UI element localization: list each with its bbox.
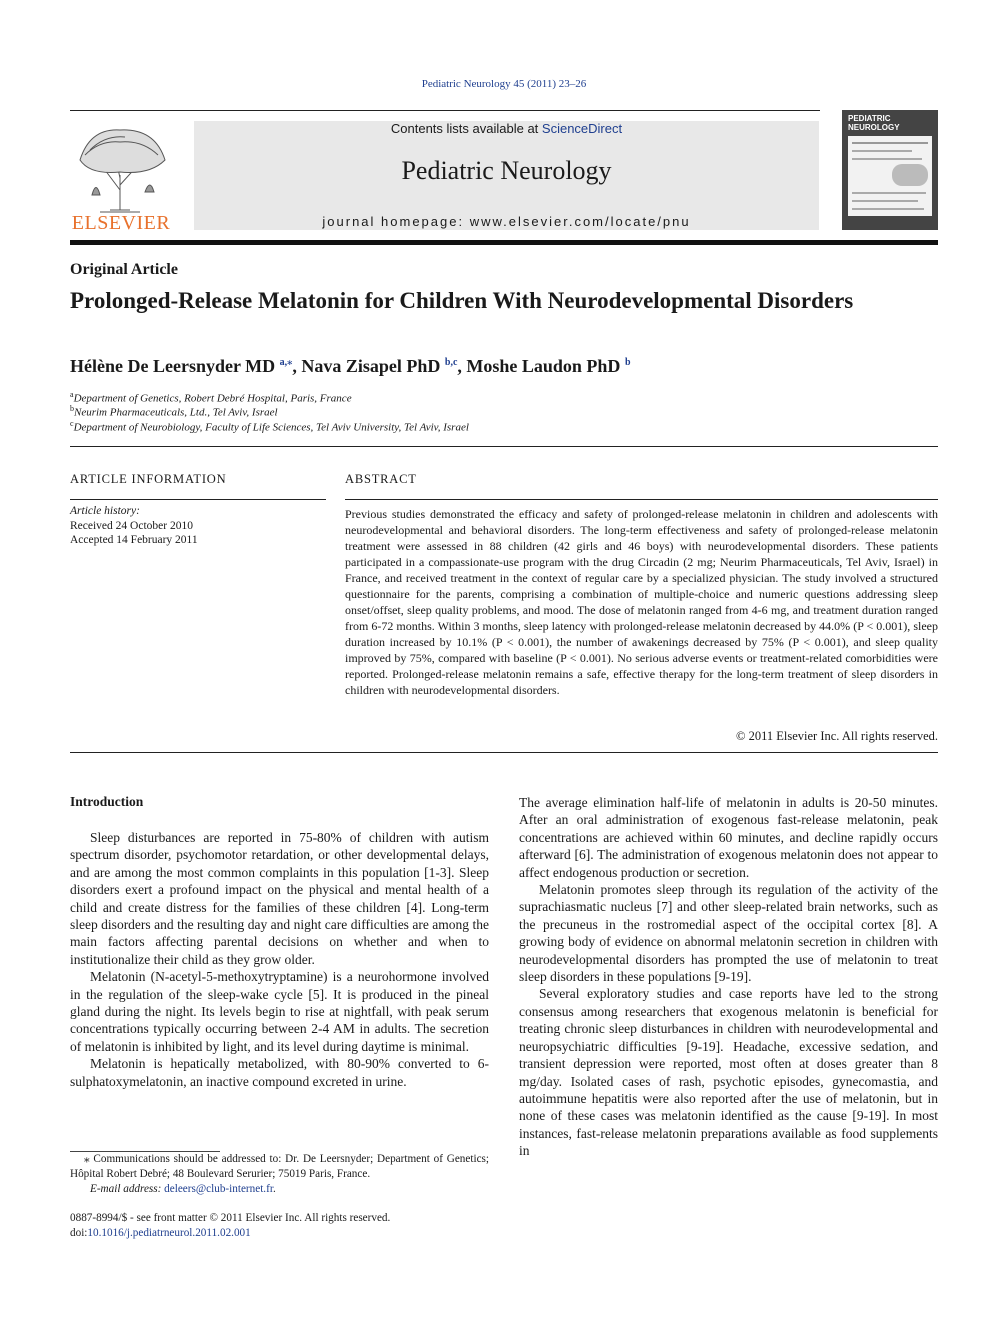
cover-contents-area	[848, 136, 932, 216]
author-list	[70, 356, 631, 377]
brain-image-icon	[892, 164, 928, 186]
cover-title-line-1: PEDIATRIC	[848, 114, 891, 123]
author-affiliation-marker[interactable]: b,c	[444, 357, 458, 368]
body-paragraph: Several exploratory studies and case reports have led to the strong consensus among researchers that exogenous melatonin is beneficial for treating chronic sleep disturbances in children with neurodevelopmental and neuropsychiatric difficulties [9-19]. Headache, excessive sedation, and transient depression were reported, most often at doses greater than 8 mg/day. Isolated cases of rash, psychotic episodes, gynecomastia, and autoimmune hepatitis were also reported after the use of melatonin, but in none of these cases was melatonin identified as the cause [9-19]. In most instances, fast-release melatonin preparations available as food supplements in	[519, 986, 938, 1159]
sciencedirect-link[interactable]: ScienceDirect	[541, 121, 623, 136]
body-paragraph: Sleep disturbances are reported in 75-80% of children with autism spectrum disorder, psychomotor retardation, or other developmental delays, and are among the most common complaints in this population [1-3]. Sleep disorders exert a profound impact on the physical and mental health of a child and create distress for the families of these children [4]. Long-term sleep disorders and the resulting day and night care difficulties are among the main factors affecting parental decisions on whether and when to institutionalize their child as they grow older.	[70, 830, 489, 967]
body-paragraph: Melatonin promotes sleep through its regulation of the activity of the suprachiasmatic nucleus [7] and other sleep-related brain networks, such as the precuneus in the rostromedial aspect of the occipital cortex [8]. A growing body of evidence on abnormal melatonin secretion in children with neurodevelopmental disorders has prompted the use of melatonin to treat sleep disorders in these populations [9-19].	[519, 882, 938, 985]
affiliation-text: Department of Neurobiology, Faculty of Life Sciences, Tel Aviv University, Tel Aviv, Israel	[73, 421, 469, 434]
author-name: Hélène De Leersnyder MD	[70, 356, 276, 376]
contents-prefix: Contents lists available at	[390, 121, 542, 136]
abstract-end-rule	[70, 752, 938, 753]
journal-citation[interactable]: Pediatric Neurology 45 (2011) 23–26	[421, 78, 587, 90]
author-separator: ,	[292, 356, 302, 376]
footnote-email-line	[70, 1182, 489, 1197]
article-title: Prolonged-Release Melatonin for Children With Neurodevelopmental Disorders	[70, 288, 854, 313]
doi-prefix: doi:	[70, 1227, 88, 1239]
copyright-notice: © 2011 Elsevier Inc. All rights reserved.	[735, 729, 938, 743]
article-type: Original Article	[70, 261, 178, 278]
abstract-text: Previous studies demonstrated the efficacy and safety of prolonged-release melatonin in children and adolescents with neurodevelopmental and behavioral disorders. The long-term effectiveness and safety of prolonged-release melatonin treatment were assessed in 88 children (42 girls and 46 boys) with neurodevelopmental disorders. These patients participated in a compassionate-use program with the drug Circadin (2 mg; Neurim Pharmaceuticals, Tel Aviv, Israel) in France, and received treatment in the context of regular care by a specialized physician. The study involved a structured questionnaire for the parents, comprising a combination of multiple-choice and numeric questions addressing sleep onset/offset, sleep quality problems, and mood. The dose of melatonin ranged from 4-6 mg, and treatment duration ranged from 6-72 months. Within 3 months, sleep latency with prolonged-release melatonin decreased by 44.0% (P < 0.001), sleep duration increased by 10.1% (P < 0.001), the number of awakenings decreased by 75% (P < 0.001), and sleep quality improved by 75%, compared with baseline (P < 0.001). No serious adverse events or treatment-related comorbidities were reported. Prolonged-release melatonin remains a safe, effective therapy for the long-term treatment of sleep disorders in children with neurodevelopmental disorders.	[345, 507, 938, 697]
cover-title-line-2: NEUROLOGY	[848, 123, 900, 132]
affiliation-mark: a	[70, 390, 74, 399]
affiliation-a	[70, 390, 352, 405]
author-affiliation-marker[interactable]: a,⁎	[279, 357, 293, 368]
journal-homepage[interactable]: journal homepage: www.elsevier.com/locate/pnu	[322, 214, 691, 229]
footnote-text: ⁎ Communications should be addressed to: Dr. De Leersnyder; Department of Genetics; Hôpital Robert Debré; 48 Boulevard Serurier; 75019 Paris, France.	[70, 1153, 489, 1180]
body-column-left	[70, 829, 489, 1090]
article-history-label: Article history:	[70, 505, 140, 517]
body-paragraph: Melatonin is hepatically metabolized, with 80-90% converted to 6-sulphatoxymelatonin, an inactive compound excreted in urine.	[70, 1056, 489, 1089]
header-thick-rule	[70, 240, 938, 245]
body-paragraph: The average elimination half-life of melatonin in adults is 20-50 minutes. After an oral administration of exogenous fast-release melatonin, peak concentrations are achieved within 60 minutes, and decline rapidly occurs afterward [6]. The administration of exogenous melatonin does not appear to affect endogenous production or secretion.	[519, 795, 938, 880]
doi-line	[70, 1227, 251, 1239]
contents-line	[194, 121, 819, 136]
author-name: Moshe Laudon PhD	[466, 356, 621, 376]
journal-name: Pediatric Neurology	[401, 156, 612, 185]
affiliation-mark: c	[70, 419, 74, 428]
correspondence-footnote	[70, 1152, 489, 1197]
email-end: .	[272, 1183, 276, 1195]
affiliation-text: Department of Genetics, Robert Debré Hospital, Paris, France	[73, 392, 352, 405]
affiliation-b	[70, 404, 278, 419]
affiliation-rule	[70, 446, 938, 447]
journal-cover-thumbnail[interactable]	[842, 110, 938, 230]
elsevier-wordmark: ELSEVIER	[71, 212, 171, 234]
info-rule	[70, 499, 326, 500]
email-link[interactable]: deleers@club-internet.fr	[164, 1183, 273, 1195]
author-affiliation-marker[interactable]: b	[624, 357, 631, 368]
affiliation-text: Neurim Pharmaceuticals, Ltd., Tel Aviv, Israel	[74, 406, 278, 419]
email-label: E-mail address:	[90, 1183, 165, 1195]
affiliation-c	[70, 419, 469, 434]
affiliation-mark: b	[70, 404, 74, 413]
doi-link[interactable]: 10.1016/j.pediatrneurol.2011.02.001	[87, 1227, 251, 1239]
received-date: Received 24 October 2010	[70, 520, 193, 532]
author-name: Nava Zisapel PhD	[301, 356, 441, 376]
abstract-rule	[345, 499, 938, 500]
introduction-heading: Introduction	[70, 794, 144, 809]
accepted-date: Accepted 14 February 2011	[70, 534, 198, 546]
body-paragraph: Melatonin (N-acetyl-5-methoxytryptamine) is a neurohormone involved in the regulation of the sleep-wake cycle [5]. It is produced in the pineal gland during the night. Its levels begin to rise at nightfall, with peak serum concentrations typically occurring between 2-4 AM in adults. The secretion of melatonin is inhibited by light, and its level during daytime is minimal.	[70, 969, 489, 1054]
author-separator: ,	[457, 356, 467, 376]
header-rule	[70, 110, 820, 111]
article-info-heading: ARTICLE INFORMATION	[70, 472, 227, 486]
abstract-heading: ABSTRACT	[345, 472, 417, 486]
issn-line: 0887-8994/$ - see front matter © 2011 Elsevier Inc. All rights reserved.	[70, 1212, 391, 1224]
body-column-right	[519, 794, 938, 1160]
